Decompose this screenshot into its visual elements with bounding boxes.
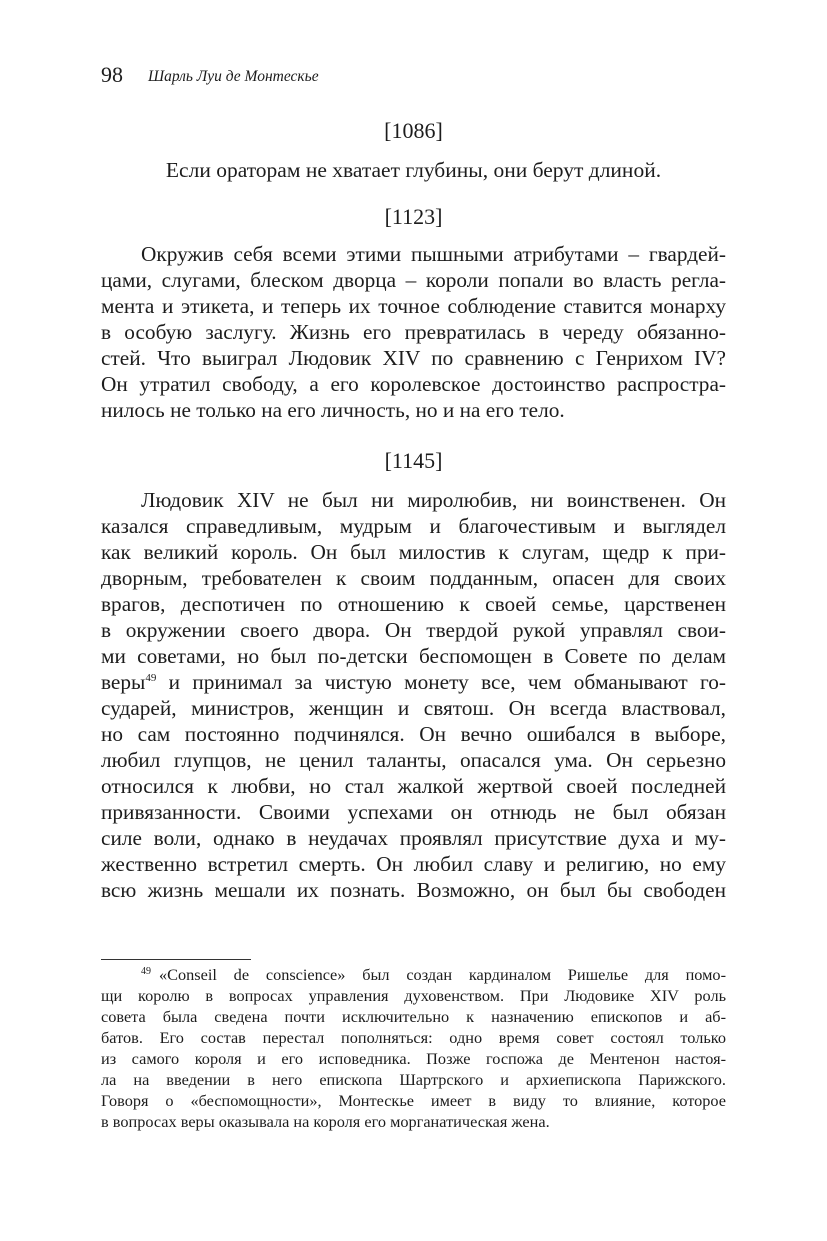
- paragraph-line: дворным, требователен к своим подданным, опасен для своих: [101, 566, 726, 590]
- paragraph-line: стей. Что выиграл Людовик XIV по сравнению с Генрихом IV?: [101, 346, 726, 370]
- line-rest: и принимал за чистую монету все, чем обманывают го-: [168, 670, 726, 694]
- paragraph-line: как великий король. Он был милостив к слугам, щедр к при-: [101, 540, 726, 564]
- paragraph-line: цами, слугами, блеском дворца – короли попали во власть регла-: [101, 268, 726, 292]
- paragraph-line: привязанности. Своими успехами он отнюдь не был обязан: [101, 800, 726, 824]
- footnote-line: совета была сведена почти исключительно к назначению епископов и аб-: [101, 1007, 726, 1026]
- page-number: 98: [101, 62, 123, 87]
- footnote-line: [141, 964, 726, 985]
- footnote-line: щи королю в вопросах управления духовенством. При Людовике XIV роль: [101, 986, 726, 1005]
- paragraph-line: любил глупцов, не ценил таланты, опасался ума. Он серьезно: [101, 748, 726, 772]
- paragraph-line: мента и этикета, и теперь их точное соблюдение ставится монарху: [101, 294, 726, 318]
- paragraph-line: относился к любви, но стал жалкой жертвой своей последней: [101, 774, 726, 798]
- footnote-divider: [101, 959, 251, 960]
- line-start: веры: [101, 670, 146, 694]
- paragraph-line: Окружив себя всеми этими пышными атрибутами – гвардей-: [141, 242, 726, 266]
- footnote-line: в вопросах веры оказывала на короля его морганатическая жена.: [101, 1112, 550, 1131]
- footnote-line: батов. Его состав перестал пополняться: одно время совет состоял только: [101, 1028, 726, 1047]
- entry-number-1145: [1145]: [384, 448, 443, 473]
- paragraph-line: сударей, министров, женщин и святош. Он всегда властвовал,: [101, 696, 726, 720]
- footnote-line-text: «Conseil de conscience» был создан кардиналом Ришелье для помо-: [159, 965, 726, 984]
- running-title: Шарль Луи де Монтескье: [148, 68, 319, 85]
- paragraph-line: в особую заслугу. Жизнь его превратилась в череду обязанно-: [101, 320, 726, 344]
- footnote-line: Говоря о «беспомощности», Монтескье имеет в виду то влияние, которое: [101, 1091, 726, 1110]
- footnote-line: ла на введении в него епископа Шартрского и архиепископа Парижского.: [101, 1070, 726, 1089]
- paragraph-line: нилось не только на его личность, но и на его тело.: [101, 398, 565, 422]
- paragraph-line: ми советами, но был по-детски беспомощен в Совете по делам: [101, 644, 726, 668]
- paragraph-line: Людовик XIV не был ни миролюбив, ни воинственен. Он: [141, 488, 726, 512]
- paragraph-line: жественно встретил смерть. Он любил славу и религию, но ему: [101, 852, 726, 876]
- paragraph-line: в окружении своего двора. Он твердой рукой управлял свои-: [101, 618, 726, 642]
- footnote-marker: 49: [141, 966, 151, 977]
- entry-1086-text: Если ораторам не хватает глубины, они берут длиной.: [165, 158, 662, 182]
- paragraph-line: врагов, деспотичен по отношению к своей семье, царственен: [101, 592, 726, 616]
- entry-number-1086: [1086]: [384, 118, 443, 143]
- paragraph-line-with-footnote: [101, 669, 726, 695]
- footnote-line: из самого короля и его исповедника. Позже госпожа де Ментенон настоя-: [101, 1049, 726, 1068]
- paragraph-line: казался справедливым, мудрым и благочестивым и выглядел: [101, 514, 726, 538]
- entry-number-1123: [1123]: [384, 204, 443, 229]
- paragraph-line: Он утратил свободу, а его королевское достоинство распростра-: [101, 372, 726, 396]
- paragraph-line: всю жизнь мешали их познать. Возможно, он был бы свободен: [101, 878, 726, 902]
- footnote-reference[interactable]: 49: [145, 672, 157, 684]
- paragraph-line: силе воли, однако в неудачах проявлял присутствие духа и му-: [101, 826, 726, 850]
- paragraph-line: но сам постоянно подчинялся. Он вечно ошибался в выборе,: [101, 722, 726, 746]
